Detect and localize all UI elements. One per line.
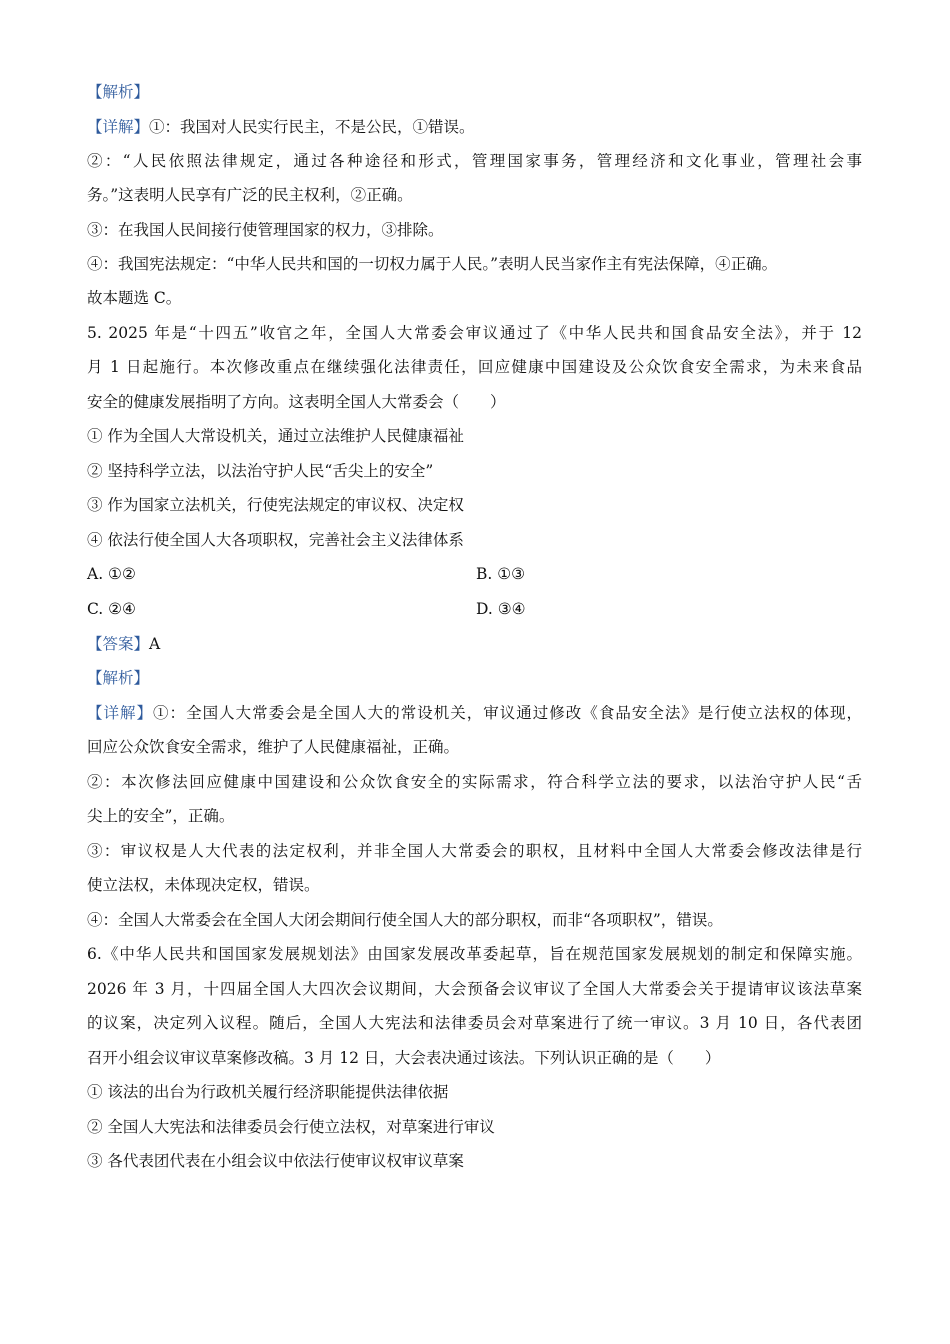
q5-option-d: D. ③④ <box>476 600 526 618</box>
q4-detail-line-3: 务。”这表明人民享有广泛的民主权利，②正确。 <box>87 186 413 204</box>
q6-stem-line-1: 6.《中华人民共和国国家发展规划法》由国家发展改革委起草，旨在规范国家发展规划的制定和保障实施。 <box>87 945 862 963</box>
q6-stem-line-2: 2026 年 3 月，十四届全国人大四次会议期间，大会预备会议审议了全国人大常委会关于提请审议该法草案 <box>87 980 862 998</box>
q5-stem-line-2: 月 1 日起施行。本次修改重点在继续强化法律责任，回应健康中国建设及公众饮食安全需求，为未来食品 <box>87 358 862 376</box>
q6-stem-line-3: 的议案，决定列入议程。随后，全国人大宪法和法律委员会对草案进行了统一审议。3 月 10 日，各代表团 <box>87 1014 862 1032</box>
q5-detail-line-3: ②：本次修法回应健康中国建设和公众饮食安全的实际需求，符合科学立法的要求，以法治守护人民“舌 <box>87 773 862 791</box>
q5-detail-line-5: ③：审议权是人大代表的法定权利，并非全国人大常委会的职权，且材料中全国人大常委会修改法律是行 <box>87 842 862 860</box>
q5-analysis-tag: 【解析】 <box>87 669 150 687</box>
q5-option-b: B. ①③ <box>476 565 526 583</box>
q5-item-2: ② 坚持科学立法，以法治守护人民“舌尖上的安全” <box>87 462 434 480</box>
q4-detail-line-5: ④：我国宪法规定：“中华人民共和国的一切权力属于人民。”表明人民当家作主有宪法保障，④正确。 <box>87 255 778 273</box>
q5-answer <box>87 634 160 654</box>
q6-item-2: ② 全国人大宪法和法律委员会行使立法权，对草案进行审议 <box>87 1118 495 1136</box>
q4-conclusion: 故本题选 C。 <box>87 289 182 307</box>
q5-option-a: A. ①② <box>87 565 136 583</box>
answer-tag: 【答案】 <box>87 635 150 653</box>
q5-detail-line-4: 尖上的安全”，正确。 <box>87 807 235 825</box>
q5-detail-text-1: ①：全国人大常委会是全国人大的常设机关，审议通过修改《食品安全法》是行使立法权的体现， <box>153 704 862 722</box>
q5-item-3: ③ 作为国家立法机关，行使宪法规定的审议权、决定权 <box>87 496 464 514</box>
analysis-tag: 【解析】 <box>87 83 150 101</box>
q5-item-4: ④ 依法行使全国人大各项职权，完善社会主义法律体系 <box>87 531 464 549</box>
answer-value: A <box>149 635 161 653</box>
q6-stem-line-4: 召开小组会议审议草案修改稿。3 月 12 日，大会表决通过该法。下列认识正确的是（ ） <box>87 1049 721 1067</box>
q5-stem-line-3: 安全的健康发展指明了方向。这表明全国人大常委会（ ） <box>87 393 506 411</box>
q6-item-3: ③ 各代表团代表在小组会议中依法行使审议权审议草案 <box>87 1152 464 1170</box>
detail-tag: 【详解】 <box>87 118 150 136</box>
q5-stem-line-1: 5. 2025 年是“十四五”收官之年，全国人大常委会审议通过了《中华人民共和国食品安全法》，并于 12 <box>87 324 862 342</box>
q5-option-c: C. ②④ <box>87 600 136 618</box>
q4-detail-line-2: ②：“人民依照法律规定，通过各种途径和形式，管理国家事务，管理经济和文化事业，管理社会事 <box>87 152 862 170</box>
q4-detail-line-4: ③：在我国人民间接行使管理国家的权力，③排除。 <box>87 221 444 239</box>
q5-detail-line-6: 使立法权，未体现决定权，错误。 <box>87 876 320 894</box>
detail-tag: 【详解】 <box>87 704 154 722</box>
q4-detail-text-1: ①：我国对人民实行民主，不是公民，①错误。 <box>149 118 475 136</box>
q6-item-1: ① 该法的出台为行政机关履行经济职能提供法律依据 <box>87 1083 449 1101</box>
q5-detail-line-2: 回应公众饮食安全需求，维护了人民健康福祉，正确。 <box>87 738 460 756</box>
q4-detail-line-1 <box>87 117 475 137</box>
q5-detail-line-1 <box>87 703 862 723</box>
q5-item-1: ① 作为全国人大常设机关，通过立法维护人民健康福祉 <box>87 427 464 445</box>
q5-detail-line-7: ④：全国人大常委会在全国人大闭会期间行使全国人大的部分职权，而非“各项职权”，错误。 <box>87 911 723 929</box>
